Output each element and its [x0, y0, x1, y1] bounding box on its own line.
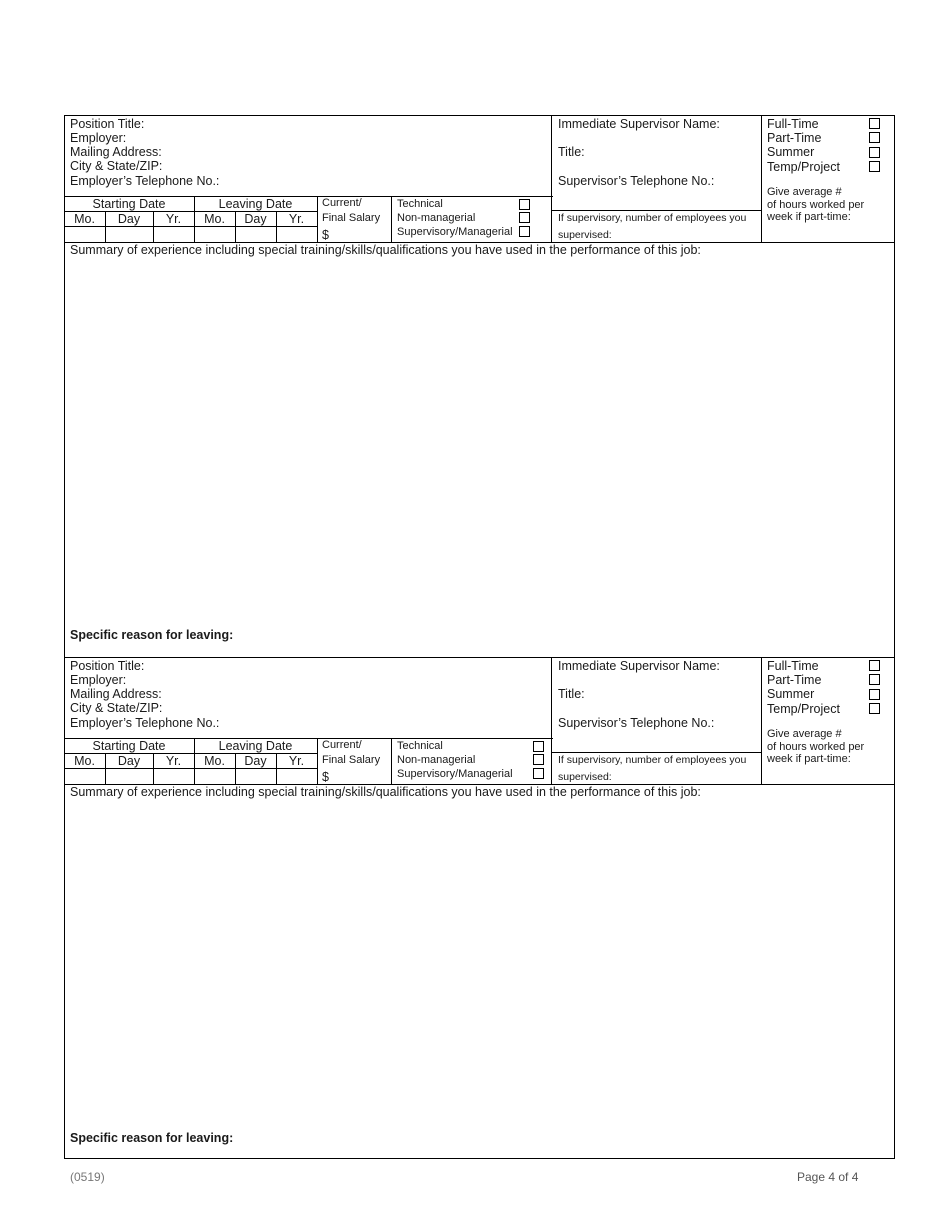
avg-hours-label-3: week if part-time:: [767, 211, 851, 223]
summary-label: Summary of experience including special training/skills/qualifications you have used in the performance of this job:: [70, 785, 701, 799]
employer-label: Employer:: [70, 673, 127, 687]
technical-label: Technical: [397, 198, 443, 210]
avg-hours-label-2: of hours worked per: [767, 741, 865, 753]
page-number: Page 4 of 4: [797, 1170, 859, 1184]
summer-checkbox[interactable]: [869, 689, 880, 700]
leave-yr-label: Yr.: [288, 212, 305, 226]
employer-phone-label: Employer’s Telephone No.:: [70, 174, 220, 188]
final-salary-label: Final Salary: [322, 754, 381, 766]
leave-day-label: Day: [244, 212, 267, 226]
starting-date-header: Starting Date: [92, 739, 166, 753]
leave-mo-label: Mo.: [204, 212, 225, 226]
supervisor-name-label: Immediate Supervisor Name:: [558, 117, 720, 131]
start-mo-label: Mo.: [74, 754, 95, 768]
current-label: Current/: [322, 739, 362, 751]
start-yr-label: Yr.: [165, 754, 182, 768]
technical-checkbox[interactable]: [519, 199, 530, 210]
supervisor-name-label: Immediate Supervisor Name:: [558, 659, 720, 673]
summer-checkbox[interactable]: [869, 147, 880, 158]
start-yr-label: Yr.: [165, 212, 182, 226]
supervised-count-label: If supervisory, number of employees you: [558, 212, 747, 224]
supervisory-managerial-checkbox[interactable]: [533, 768, 544, 779]
leave-day-label: Day: [244, 754, 267, 768]
dollar-sign: $: [322, 770, 329, 784]
start-mo-label: Mo.: [74, 212, 95, 226]
temp-project-label: Temp/Project: [767, 160, 840, 174]
supervisor-phone-label: Supervisor’s Telephone No.:: [558, 174, 715, 188]
supervised-count-label-2: supervised:: [558, 771, 612, 783]
avg-hours-label-1: Give average #: [767, 728, 842, 740]
mailing-address-label: Mailing Address:: [70, 687, 162, 701]
form-code: (0519): [70, 1170, 105, 1184]
leaving-date-header: Leaving Date: [218, 739, 293, 753]
current-label: Current/: [322, 197, 362, 209]
technical-checkbox[interactable]: [533, 741, 544, 752]
full-time-label: Full-Time: [767, 117, 819, 131]
part-time-label: Part-Time: [767, 131, 822, 145]
non-managerial-label: Non-managerial: [397, 212, 476, 224]
supervisor-title-label: Title:: [558, 145, 585, 159]
non-managerial-checkbox[interactable]: [533, 754, 544, 765]
non-managerial-label: Non-managerial: [397, 754, 476, 766]
non-managerial-checkbox[interactable]: [519, 212, 530, 223]
technical-label: Technical: [397, 740, 443, 752]
summer-label: Summer: [767, 145, 815, 159]
full-time-checkbox[interactable]: [869, 660, 880, 671]
supervisor-phone-label: Supervisor’s Telephone No.:: [558, 716, 715, 730]
reason-for-leaving-label: Specific reason for leaving:: [70, 628, 234, 642]
summary-field[interactable]: [66, 800, 893, 1125]
dollar-sign: $: [322, 228, 329, 242]
supervisory-managerial-label: Supervisory/Managerial: [397, 768, 513, 780]
temp-project-checkbox[interactable]: [869, 703, 880, 714]
position-title-label: Position Title:: [70, 659, 145, 673]
part-time-label: Part-Time: [767, 673, 822, 687]
employer-phone-label: Employer’s Telephone No.:: [70, 716, 220, 730]
supervisory-managerial-label: Supervisory/Managerial: [397, 226, 513, 238]
leave-yr-label: Yr.: [288, 754, 305, 768]
temp-project-checkbox[interactable]: [869, 161, 880, 172]
supervisory-managerial-checkbox[interactable]: [519, 226, 530, 237]
reason-for-leaving-label: Specific reason for leaving:: [70, 1131, 234, 1145]
supervised-count-label-2: supervised:: [558, 229, 612, 241]
avg-hours-label-1: Give average #: [767, 186, 842, 198]
leaving-date-header: Leaving Date: [218, 197, 293, 211]
city-state-zip-label: City & State/ZIP:: [70, 701, 163, 715]
supervisor-title-label: Title:: [558, 687, 585, 701]
final-salary-label: Final Salary: [322, 212, 381, 224]
full-time-label: Full-Time: [767, 659, 819, 673]
summary-label: Summary of experience including special training/skills/qualifications you have used in the performance of this job:: [70, 243, 701, 257]
leave-mo-label: Mo.: [204, 754, 225, 768]
start-day-label: Day: [117, 754, 141, 768]
summer-label: Summer: [767, 687, 815, 701]
avg-hours-label-3: week if part-time:: [767, 753, 851, 765]
full-time-checkbox[interactable]: [869, 118, 880, 129]
mailing-address-label: Mailing Address:: [70, 145, 162, 159]
start-day-label: Day: [117, 212, 141, 226]
temp-project-label: Temp/Project: [767, 702, 840, 716]
supervised-count-label: If supervisory, number of employees you: [558, 754, 747, 766]
employer-label: Employer:: [70, 131, 127, 145]
starting-date-header: Starting Date: [92, 197, 166, 211]
summary-field[interactable]: [66, 258, 893, 623]
city-state-zip-label: City & State/ZIP:: [70, 159, 163, 173]
avg-hours-label-2: of hours worked per: [767, 199, 865, 211]
part-time-checkbox[interactable]: [869, 132, 880, 143]
position-title-label: Position Title:: [70, 117, 145, 131]
part-time-checkbox[interactable]: [869, 674, 880, 685]
